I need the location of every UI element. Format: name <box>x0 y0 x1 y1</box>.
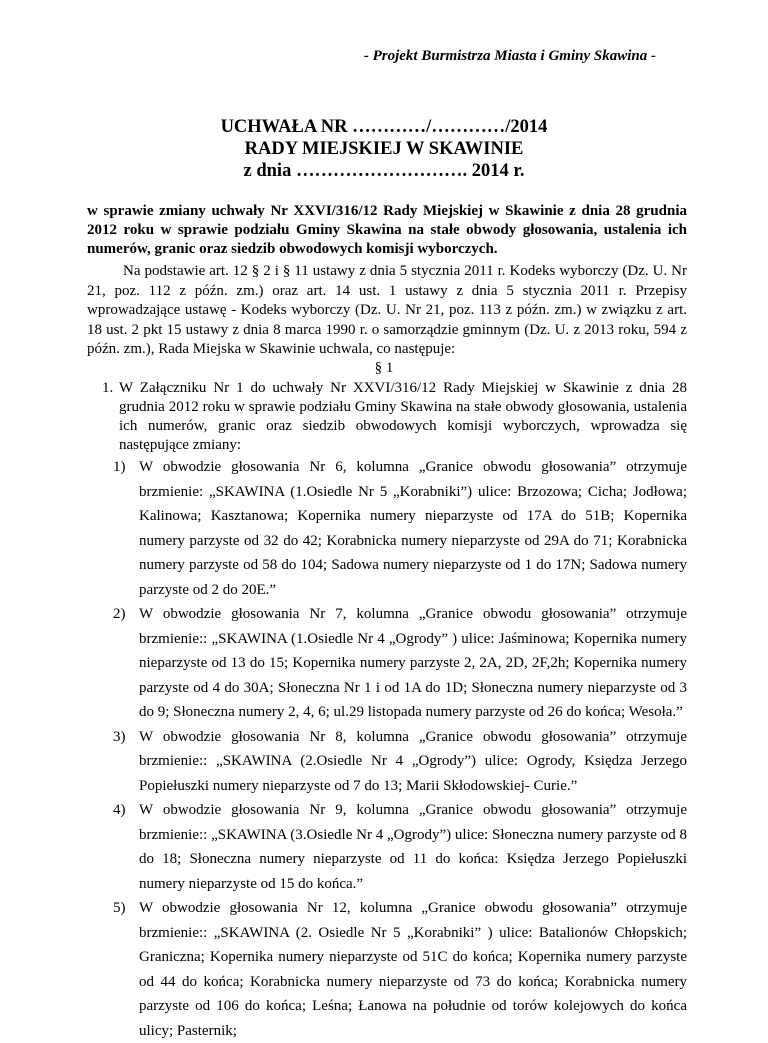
legal-basis-paragraph: Na podstawie art. 12 § 2 i § 11 ustawy z dnia 5 stycznia 2011 r. Kodeks wyborczy (Dz. U. Nr 21, poz. 112 z późn. zm.) oraz art. 14 ust. 1 ustawy z dnia 5 stycznia 2011 r. Przepisy wprowadzające ustawę - Kodeks wyborczy (Dz. U. Nr 21, poz. 113 z późn. zm.) w związku z art. 18 ust. 2 pkt 15 ustawy z dnia 8 marca 1990 r. o samorządzie gminnym (Dz. U. z 2013 roku, 594 z późn. zm.), Rada Miejska w Skawinie uchwala, co następuje: <box>87 263 687 357</box>
amendments-list <box>87 455 687 1043</box>
amendment-text: W obwodzie głosowania Nr 6, kolumna „Granice obwodu głosowania” otrzymuje brzmienie: „SKAWINA (1.Osiedle Nr 5 „Korabniki”) ulice: Brzozowa; Cicha; Jodłowa; Kalinowa; Kasztanowa; Kopernika numery nieparzyste od 17A do 51B; Kopernika numery parzyste od 32 do 42; Korabnicka numery nieparzyste od 29A do 71; Korabnicka numery parzyste od 58 do 104; Sadowa numery nieparzyste od 1 do 17N; Sadowa numery parzyste od 2 do 20E.” <box>139 459 687 598</box>
title-line-number: UCHWAŁA NR …………/…………/2014 <box>220 117 548 137</box>
amendment-item <box>87 602 687 725</box>
title-line-council: RADY MIEJSKIEJ W SKAWINIE <box>244 139 524 159</box>
amendment-text: W obwodzie głosowania Nr 8, kolumna „Granice obwodu głosowania” otrzymuje brzmienie:: „SKAWINA (2.Osiedle Nr 4 „Ogrody”) ulice: Ogrody, Księdza Jerzego Popiełuszki numery nieparzyste od 7 do 13; Marii Skłodowskiej- Curie.” <box>139 728 687 794</box>
resolution-subject: w sprawie zmiany uchwały Nr XXVI/316/12 Rady Miejskiej w Skawinie z dnia 28 grudnia 2012 roku w sprawie podziału Gminy Skawina na stałe obwody głosowania, ustalenia ich numerów, granic oraz siedzib obwodowych komisji wyborczych. <box>87 203 687 257</box>
amendment-item <box>87 455 687 602</box>
amendment-item <box>87 798 687 896</box>
amendment-item <box>87 725 687 799</box>
amendment-number: 4) <box>113 802 126 818</box>
amendment-number: 1) <box>113 459 126 475</box>
amendment-text: W obwodzie głosowania Nr 9, kolumna „Granice obwodu głosowania” otrzymuje brzmienie:: „SKAWINA (3.Osiedle Nr 4 „Ogrody”) ulice: Słoneczna numery parzyste od 8 do 18; Słoneczna numery nieparzyste od 11 do końca: Księdza Jerzego Popiełuszki numery nieparzyste od 15 do końca.” <box>139 802 687 892</box>
amendment-item <box>87 896 687 1043</box>
amendment-number: 5) <box>113 900 126 916</box>
resolution-title <box>0 116 768 182</box>
amendment-text: W obwodzie głosowania Nr 12, kolumna „Granice obwodu głosowania” otrzymuje brzmienie:: „SKAWINA (2. Osiedle Nr 5 „Korabniki” ) ulice: Batalionów Chłopskich; Graniczna; Kopernika numery nieparzyste od 51C do końca; Kopernika numery parzyste od 44 do końca; Korabnicka numery nieparzyste od 73 do końca; Korabnicka numery parzyste od 106 do końca; Leśna; Łanowa na południe od torów kolejowych do końca ulicy; Pasternik; <box>139 900 687 1039</box>
draft-header-note: - Projekt Burmistrza Miasta i Gminy Skawina - <box>363 48 656 64</box>
section-mark: § 1 <box>374 360 394 376</box>
point-1 <box>87 379 687 455</box>
amendment-number: 3) <box>113 728 126 745</box>
title-line-date: z dnia ………………………. 2014 r. <box>243 161 525 181</box>
point-number: 1. <box>102 380 114 396</box>
amendment-number: 2) <box>113 606 126 622</box>
amendment-text: W obwodzie głosowania Nr 7, kolumna „Granice obwodu głosowania” otrzymuje brzmienie:: „SKAWINA (1.Osiedle Nr 4 „Ogrody” ) ulice: Jaśminowa; Kopernika numery nieparzyste od 13 do 15; Kopernika numery parzyste 2, 2A, 2D, 2F,2h; Kopernika numery parzyste od 4 do 30A; Słoneczna Nr 1 i od 1A do 1D; Słoneczna numery nieparzyste od 3 do 9; Słoneczna numery 2, 4, 6; ul.29 listopada numery parzyste od 26 do końca; Wesoła.” <box>139 606 687 720</box>
point-text: W Załączniku Nr 1 do uchwały Nr XXVI/316/12 Rady Miejskiej w Skawinie z dnia 28 grudnia 2012 roku w sprawie podziału Gminy Skawina na stałe obwody głosowania, ustalenia ich numerów, granic oraz siedzib obwodowych komisji wyborczych, wprowadza się następujące zmiany: <box>119 380 687 453</box>
